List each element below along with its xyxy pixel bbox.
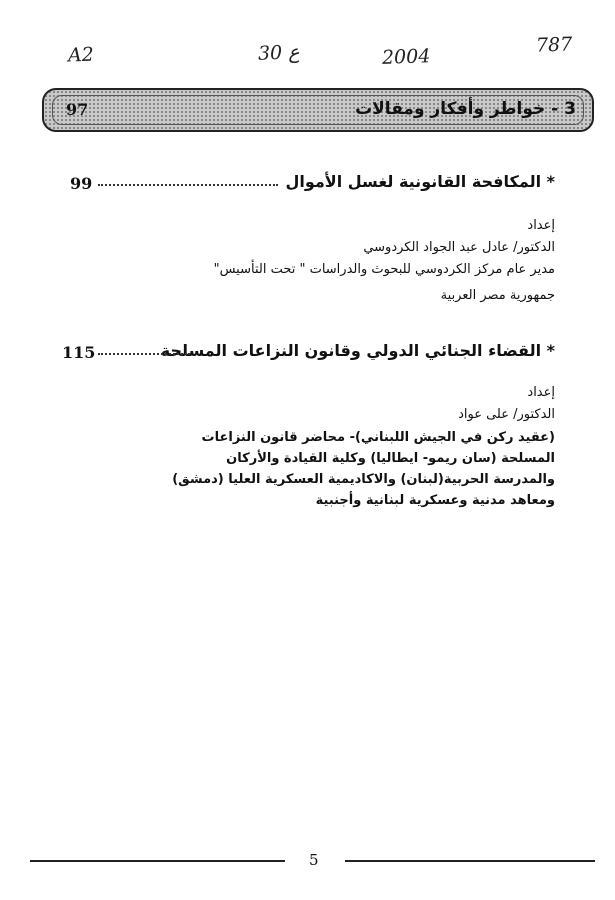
handwritten-code: A2 <box>67 43 95 67</box>
handwritten-year: 2004 <box>381 45 431 69</box>
entry-author-detail: المسلحة (سان ريمو- ايطاليا) وكلية القيادة والأركان <box>226 451 555 466</box>
entry-title: * المكافحة القانونية لغسل الأموال <box>285 172 555 191</box>
entry-prepared-by: إعداد <box>527 218 555 233</box>
entry-title: * القضاء الجنائي الدولي وقانون النزاعات المسلحة <box>160 341 555 360</box>
entry-author: الدكتور/ عادل عبد الجواد الكردوسي <box>363 240 555 255</box>
section-page-number: 97 <box>66 100 89 119</box>
footer-rule-left <box>30 860 285 862</box>
entry-author-detail: مدير عام مركز الكردوسي للبحوث والدراسات " تحت التأسيس" <box>213 262 555 277</box>
footer-page-number: 5 <box>309 851 319 869</box>
section-title: 3 - خواطر وأفكار ومقالات <box>355 99 576 119</box>
entry-author-detail: (عقيد ركن في الجيش اللبناني)- محاضر قانون النزاعات <box>201 430 555 445</box>
entry-page-number: 115 <box>62 343 96 362</box>
handwritten-number: 787 <box>535 33 573 57</box>
entry-author-detail: جمهورية مصر العربية <box>440 288 555 303</box>
entry-prepared-by: إعداد <box>527 385 555 400</box>
entry-author-detail: والمدرسة الحربية(لبنان) والاكاديمية العسكرية العليا (دمشق) <box>172 472 555 487</box>
leader-dots <box>98 353 190 355</box>
entry-page-number: 99 <box>70 174 93 193</box>
footer-rule-right <box>345 860 595 862</box>
leader-dots <box>98 184 278 186</box>
section-header-box <box>42 88 594 132</box>
handwritten-day: 30 ع <box>257 41 300 65</box>
entry-author-detail: ومعاهد مدنية وعسكرية لبنانية وأجنبية <box>315 493 555 508</box>
entry-author: الدكتور/ على عواد <box>458 407 555 422</box>
